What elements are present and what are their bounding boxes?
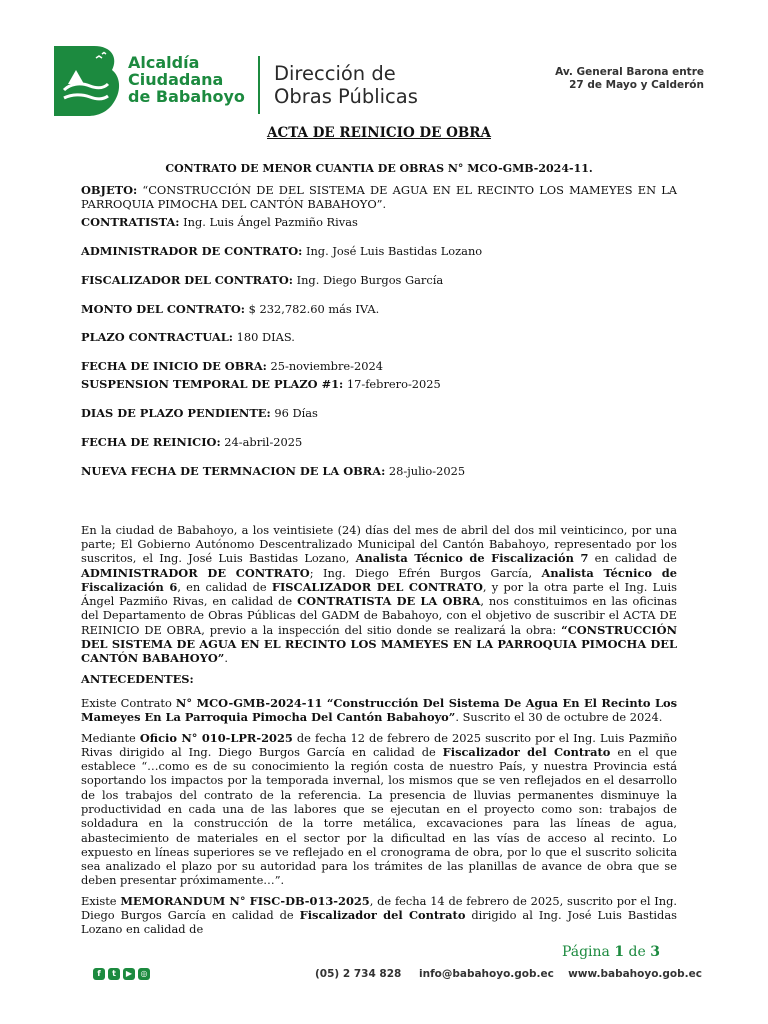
address-line: Av. General Barona entre — [555, 66, 704, 78]
field-label: NUEVA FECHA DE TERMNACION DE LA OBRA: — [81, 463, 386, 478]
bold-text: Fiscalizador del Contrato — [299, 908, 466, 923]
field-objeto — [81, 183, 677, 212]
text: En la ciudad de Babahoyo, a los veintisiete (24) días del mes de abril del dos mil veinticinco, por una parte; El Gobierno Autónomo Descentralizado Municipal del Cantón Babahoyo, representado por los suscritos, el Ing. José Luis Bastidas Lozano, — [81, 522, 677, 566]
field-label: DIAS DE PLAZO PENDIENTE: — [81, 406, 271, 421]
field-value: “CONSTRUCCIÓN DE DEL SISTEMA DE AGUA EN EL RECINTO LOS MAMEYES EN LA PARROQUIA PIMOCHA DEL CANTÓN BABAHOYO”. — [81, 182, 677, 211]
field-label: FECHA DE INICIO DE OBRA: — [81, 359, 267, 374]
text: , de fecha 14 de febrero de 2025, suscrito por el Ing. Diego Burgos García en calidad de — [81, 893, 677, 923]
text: de fecha 12 de febrero de 2025 suscrito por el Ing. Luis Pazmiño Rivas dirigido al Ing. Diego Burgos García en calidad de — [81, 730, 678, 759]
field-label: OBJETO: — [81, 182, 138, 197]
field-fiscalizador — [81, 273, 677, 287]
brand-line: de Babahoyo — [128, 87, 245, 106]
instagram-icon[interactable]: ◎ — [138, 968, 150, 980]
page-prefix: Página — [561, 944, 615, 960]
bold-text: FISCALIZADOR DEL CONTRATO — [271, 579, 483, 594]
text: , en calidad de — [177, 579, 272, 594]
page-number — [562, 944, 660, 960]
field-label: CONTRATISTA: — [81, 215, 180, 230]
antecedente-paragraph — [81, 696, 677, 725]
text: , nos constituimos en las oficinas del Departamento de Obras Públicas del GADM de Babahoyo, con el objetivo de suscribir el ACTA DE REINICIO DE OBRA, previo a la inspección del sitio donde se realizará la obra: — [81, 594, 677, 637]
field-contratista — [81, 215, 677, 229]
antecedentes-heading: ANTECEDENTES: — [81, 671, 194, 686]
brand-line: Ciudadana — [128, 70, 224, 89]
text: . — [224, 651, 228, 666]
text: en calidad de — [588, 551, 677, 566]
field-value: Ing. Diego Burgos García — [292, 272, 444, 287]
text: en el que establece “…como es de su conocimiento la región costa de nuestro País, y nuestra Provincia está soportando los impactos por la temporada invernal, los mismos que se ven reflejados en el desarrollo de los trabajos del contrato de la referencia. La presencia de lluvias permanentes disminuye la productividad en cada una de las labores que se ejecutan en el proyecto como son: trabajos de soldadura en la construcción de la torre metálica, excavaciones para las líneas de agua, abastecimiento de materiales en el sector por la dificultad en las vías de acceso al recinto. Lo expuesto en líneas superiores se ve reflejado en el cronograma de obra, por lo que el suscrito solicita sea analizado el plazo por su autoridad para los trámites de las planillas de avance de obra que se deben presentar próximamente…”. — [81, 744, 677, 888]
bold-text: ADMINISTRADOR DE CONTRATO — [81, 565, 310, 580]
bold-text: Analista Técnico de Fiscalización 6 — [81, 565, 677, 594]
bold-text: Analista Técnico de Fiscalización 7 — [355, 551, 589, 566]
field-fecha-inicio — [81, 359, 677, 373]
field-value: Ing. José Luis Bastidas Lozano — [302, 243, 483, 258]
department-name — [274, 62, 418, 108]
document-title: ACTA DE REINICIO DE OBRA — [267, 125, 491, 141]
field-label: PLAZO CONTRACTUAL: — [81, 330, 233, 345]
bold-text: “CONSTRUCCIÓN DEL SISTEMA DE AGUA EN EL RECINTO LOS MAMEYES EN LA PARROQUIA PIMOCHA DEL CANTÓN BABAHOYO” — [81, 622, 677, 666]
bold-text: N° MCO-GMB-2024-11 “Construcción Del Sistema De Agua En El Recinto Los Mameyes En La Parroquia Pimocha Del Cantón Babahoyo” — [81, 695, 677, 725]
babahoyo-logo-icon — [50, 44, 122, 118]
twitter-icon[interactable]: t — [108, 968, 120, 980]
text: . Suscrito el 30 de octubre de 2024. — [455, 710, 663, 725]
dept-line: Dirección de — [274, 62, 396, 85]
field-label: FECHA DE REINICIO: — [81, 435, 221, 450]
field-value: $ 232,782.60 más IVA. — [245, 301, 380, 316]
bold-text: Oficio N° 010-LPR-2025 — [139, 730, 293, 745]
text: Existe — [81, 893, 121, 908]
bold-text: CONTRATISTA DE LA OBRA — [297, 594, 481, 609]
field-value: 24-abril-2025 — [220, 435, 303, 450]
brand-name — [128, 54, 245, 105]
field-label: ADMINISTRADOR DE CONTRATO: — [81, 243, 303, 258]
footer-email[interactable]: info@babahoyo.gob.ec — [419, 968, 554, 980]
field-value: 25-noviembre-2024 — [266, 359, 383, 374]
page-current: 1 — [614, 944, 625, 960]
field-value: 96 Días — [270, 406, 318, 421]
field-monto — [81, 302, 677, 316]
dept-line: Obras Públicas — [274, 85, 418, 108]
text: ; Ing. Diego Efrén Burgos García, — [309, 565, 542, 580]
page-middle: de — [624, 944, 651, 960]
field-fecha-reinicio — [81, 435, 677, 449]
field-label: SUSPENSION TEMPORAL DE PLAZO #1: — [81, 377, 344, 392]
intro-paragraph — [81, 523, 677, 666]
footer-phone: (05) 2 734 828 — [315, 968, 402, 980]
footer-website[interactable]: www.babahoyo.gob.ec — [568, 968, 702, 980]
field-plazo — [81, 330, 677, 344]
text: dirigido al Ing. José Luis Bastidas Lozano en calidad de — [81, 908, 677, 937]
field-suspension — [81, 377, 677, 391]
page-total: 3 — [650, 944, 660, 960]
field-nueva-fecha — [81, 464, 677, 478]
facebook-icon[interactable]: f — [93, 968, 105, 980]
letterhead — [48, 44, 704, 122]
spacer — [81, 493, 677, 523]
document-body — [81, 126, 677, 943]
footer — [93, 968, 702, 986]
text: Existe Contrato — [81, 695, 176, 710]
field-administrador — [81, 244, 677, 258]
youtube-icon[interactable]: ▶ — [123, 968, 135, 980]
field-value: 17-febrero-2025 — [343, 377, 441, 392]
brand-line: Alcaldía — [128, 53, 200, 72]
address-line: 27 de Mayo y Calderón — [569, 79, 704, 91]
social-icons — [93, 968, 150, 980]
text: , y por la otra parte el Ing. Luis Ángel Pazmiño Rivas, en calidad de — [81, 579, 677, 609]
field-value: Ing. Luis Ángel Pazmiño Rivas — [179, 215, 358, 230]
field-label: MONTO DEL CONTRATO: — [81, 301, 246, 316]
bold-text: Fiscalizador del Contrato — [442, 744, 611, 759]
contract-number: CONTRATO DE MENOR CUANTIA DE OBRAS N° MCO-GMB-2024-11. — [165, 162, 593, 176]
text: Mediante — [81, 730, 140, 745]
field-dias-pendiente — [81, 406, 677, 420]
address — [555, 66, 704, 92]
antecedente-paragraph — [81, 894, 677, 937]
field-value: 180 DIAS. — [232, 330, 295, 345]
header-divider — [258, 56, 260, 114]
field-label: FISCALIZADOR DEL CONTRATO: — [81, 272, 293, 287]
bold-text: MEMORANDUM N° FISC-DB-013-2025 — [120, 893, 370, 908]
field-value: 28-julio-2025 — [385, 463, 466, 478]
antecedente-paragraph — [81, 731, 677, 888]
